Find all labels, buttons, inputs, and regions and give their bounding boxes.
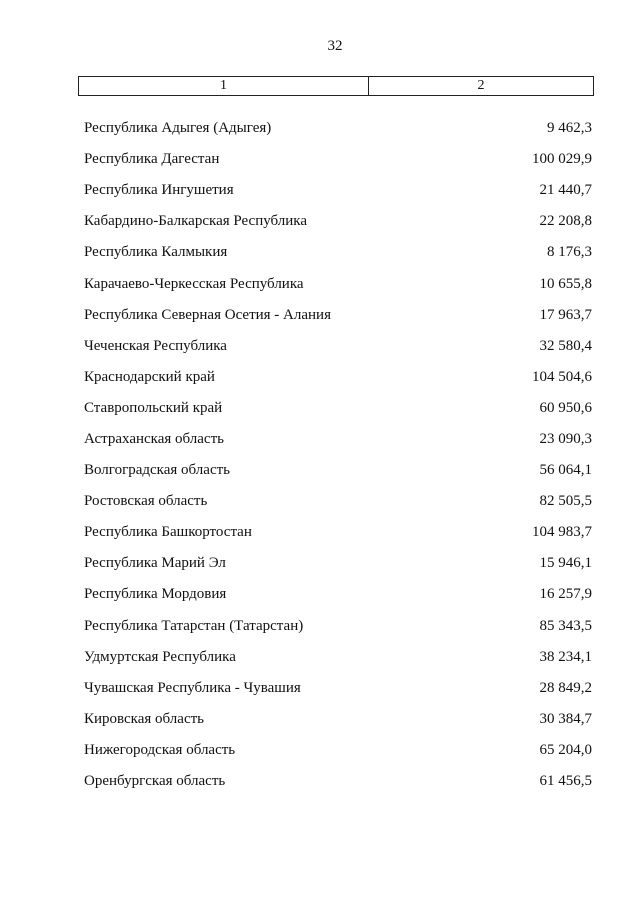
- region-value: 21 440,7: [539, 182, 592, 199]
- table-header: [78, 76, 594, 96]
- region-value: 16 257,9: [539, 586, 592, 603]
- region-value: 32 580,4: [539, 337, 592, 354]
- region-value: 56 064,1: [539, 462, 592, 479]
- table-row: [84, 206, 592, 237]
- region-value: 60 950,6: [539, 399, 592, 416]
- table-row: [84, 331, 592, 362]
- region-value: 82 505,5: [539, 493, 592, 510]
- region-name: Кировская область: [84, 710, 205, 727]
- region-name: Чувашская Республика - Чувашия: [84, 679, 301, 696]
- table-row: [84, 673, 592, 704]
- region-name: Республика Ингушетия: [84, 182, 234, 199]
- table-row: [84, 393, 592, 424]
- region-name: Республика Калмыкия: [84, 244, 228, 261]
- region-value: 104 983,7: [532, 524, 592, 541]
- table-row: [84, 268, 592, 299]
- column-header-2: 2: [477, 78, 485, 93]
- region-value: 17 963,7: [539, 306, 592, 323]
- region-name: Ростовская область: [84, 493, 208, 510]
- region-name: Оренбургская область: [84, 773, 226, 790]
- region-value: 23 090,3: [539, 430, 592, 447]
- column-header-1: 1: [79, 77, 369, 95]
- region-value: 9 462,3: [547, 120, 592, 137]
- region-value: 28 849,2: [539, 679, 592, 696]
- region-value: 38 234,1: [539, 648, 592, 665]
- region-value: 104 504,6: [532, 368, 592, 385]
- table-body: [84, 113, 592, 797]
- region-name: Республика Татарстан (Татарстан): [84, 617, 304, 634]
- region-name: Карачаево-Черкесская Республика: [84, 275, 304, 292]
- region-name: Кабардино-Балкарская Республика: [84, 213, 308, 230]
- table-row: [84, 362, 592, 393]
- table-row: [84, 766, 592, 797]
- table-row: [84, 300, 592, 331]
- region-name: Волгоградская область: [84, 462, 230, 479]
- page-number: 32: [327, 38, 343, 54]
- region-value: 15 946,1: [539, 555, 592, 572]
- table-row: [84, 642, 592, 673]
- region-value: 65 204,0: [539, 741, 592, 758]
- table-row: [84, 611, 592, 642]
- region-name: Республика Башкортостан: [84, 524, 252, 541]
- table-row: [84, 517, 592, 548]
- table-row: [84, 237, 592, 268]
- region-name: Астраханская область: [84, 430, 224, 447]
- table-row: [84, 548, 592, 579]
- region-value: 61 456,5: [539, 773, 592, 790]
- region-name: Республика Мордовия: [84, 586, 227, 603]
- region-name: Республика Адыгея (Адыгея): [84, 120, 272, 137]
- region-name: Нижегородская область: [84, 741, 236, 758]
- region-name: Удмуртская Республика: [84, 648, 236, 665]
- table-row: [84, 424, 592, 455]
- region-value: 22 208,8: [539, 213, 592, 230]
- table-row: [84, 455, 592, 486]
- table-row: [84, 735, 592, 766]
- region-value: 30 384,7: [539, 710, 592, 727]
- table-row: [84, 579, 592, 610]
- region-value: 85 343,5: [539, 617, 592, 634]
- region-name: Республика Северная Осетия - Алания: [84, 306, 331, 323]
- table-row: [84, 704, 592, 735]
- table-row: [84, 144, 592, 175]
- table-row: [84, 113, 592, 144]
- region-name: Краснодарский край: [84, 368, 215, 385]
- region-name: Ставропольский край: [84, 399, 223, 416]
- table-row: [84, 175, 592, 206]
- region-value: 10 655,8: [539, 275, 592, 292]
- region-value: 100 029,9: [532, 151, 592, 168]
- table-row: [84, 486, 592, 517]
- region-name: Чеченская Республика: [84, 337, 227, 354]
- region-value: 8 176,3: [547, 244, 592, 261]
- region-name: Республика Марий Эл: [84, 555, 226, 572]
- region-name: Республика Дагестан: [84, 151, 220, 168]
